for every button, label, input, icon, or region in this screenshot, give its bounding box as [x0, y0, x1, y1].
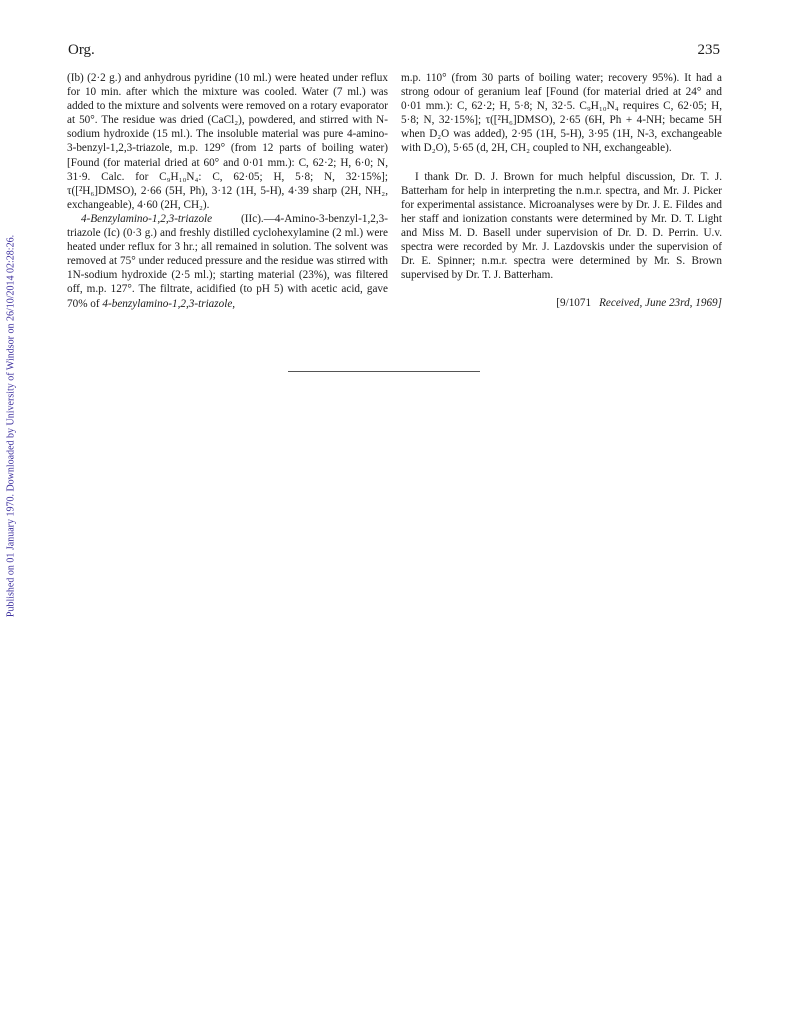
right-paragraph-1: m.p. 110° (from 30 parts of boiling water; recovery 95%). It had a strong odour of geranium leaf [Found (for material dried at 24° and 0·01 mm.): C, 62·2; H, 5·8; N, 32·5. C₉H₁₀N₄ requires C, 62·05; H, 5·8; N, 32·15%]; τ([²H₆]DMSO), 2·65 (6H, Ph + 4-NH; became 5H when D₂O was added), 2·95 (1H, 5-H), 3·95 (1H, N-3, exchangeable with D₂O), 5·65 (d, 2H, CH₂ coupled to NH, exchangeable). [401, 72, 722, 155]
reference-number: [9/1071 [556, 297, 592, 310]
journal-name: Org. [68, 42, 95, 58]
compound-title: 4-Benzylamino-1,2,3-triazole [81, 212, 213, 225]
section-divider [288, 371, 480, 372]
left-paragraph-1: (Ib) (2·2 g.) and anhydrous pyridine (10 ml.) were heated under reflux for 10 min. after which the mixture was cooled. Water (7 ml.) was added to the mixture and solvents were removed on a rotary evaporator at 50°. The residue was dried (CaCl₂), powdered, and stirred with N-sodium hydroxide (15 ml.). The insoluble material was pure 4-amino-3-benzyl-1,2,3-triazole, m.p. 129° (from 12 parts of boiling water) [Found (for material dried at 60° and 0·01 mm.): C, 62·2; H, 6·0; N, 31·9. Calc. for C₉H₁₀N₄: C, 62·05; H, 5·8; N, 32·15%]; τ([²H₆]DMSO), 2·66 (5H, Ph), 3·12 (1H, 5-H), 4·39 sharp (2H, NH₂, exchangeable), 4·60 (2H, CH₂). [67, 72, 388, 211]
acknowledgement-paragraph: I thank Dr. D. J. Brown for much helpful discussion, Dr. T. J. Batterham for help in interpreting the n.m.r. spectra, and Mr. J. Picker for experimental assistance. Microanalyses were by Dr. J. E. Fildes and her staff and ionization constants were determined by Mr. D. T. Light and Miss M. D. Basell under supervision of Dr. D. D. Perrin. U.v. spectra were recorded by Mr. J. Lazdovskis under the supervision of Dr. E. Spinner; n.m.r. spectra were determined by Mr. S. Brown supervised by Dr. T. J. Batterham. [401, 170, 722, 282]
page-number: 235 [697, 42, 720, 58]
left-paragraph-2 [67, 212, 388, 311]
received-line [401, 296, 722, 310]
compound-product: 4-benzylamino-1,2,3-triazole, [102, 297, 236, 310]
side-download-text: Published on 01 January 1970. Downloaded by University of Windsor on 26/10/2014 02:28:26. [5, 234, 17, 618]
side-download-note [2, 226, 20, 626]
right-column [401, 71, 722, 310]
left-column [67, 71, 388, 311]
received-date: Received, June 23rd, 1969] [599, 297, 722, 310]
left-paragraph-2-body: (IIc).—4-Amino-3-benzyl-1,2,3-triazole (Ic) (0·3 g.) and freshly distilled cyclohexylamine (2 ml.) were heated under reflux for 3 hr.; all remained in solution. The solvent was removed at 75° under reduced pressure and the residue was stirred with 1N-sodium hydroxide (2·5 ml.); starting material (23%), was filtered off, m.p. 127°. The filtrate, acidified (to pH 5) with acetic acid, gave 70% of [67, 212, 388, 310]
